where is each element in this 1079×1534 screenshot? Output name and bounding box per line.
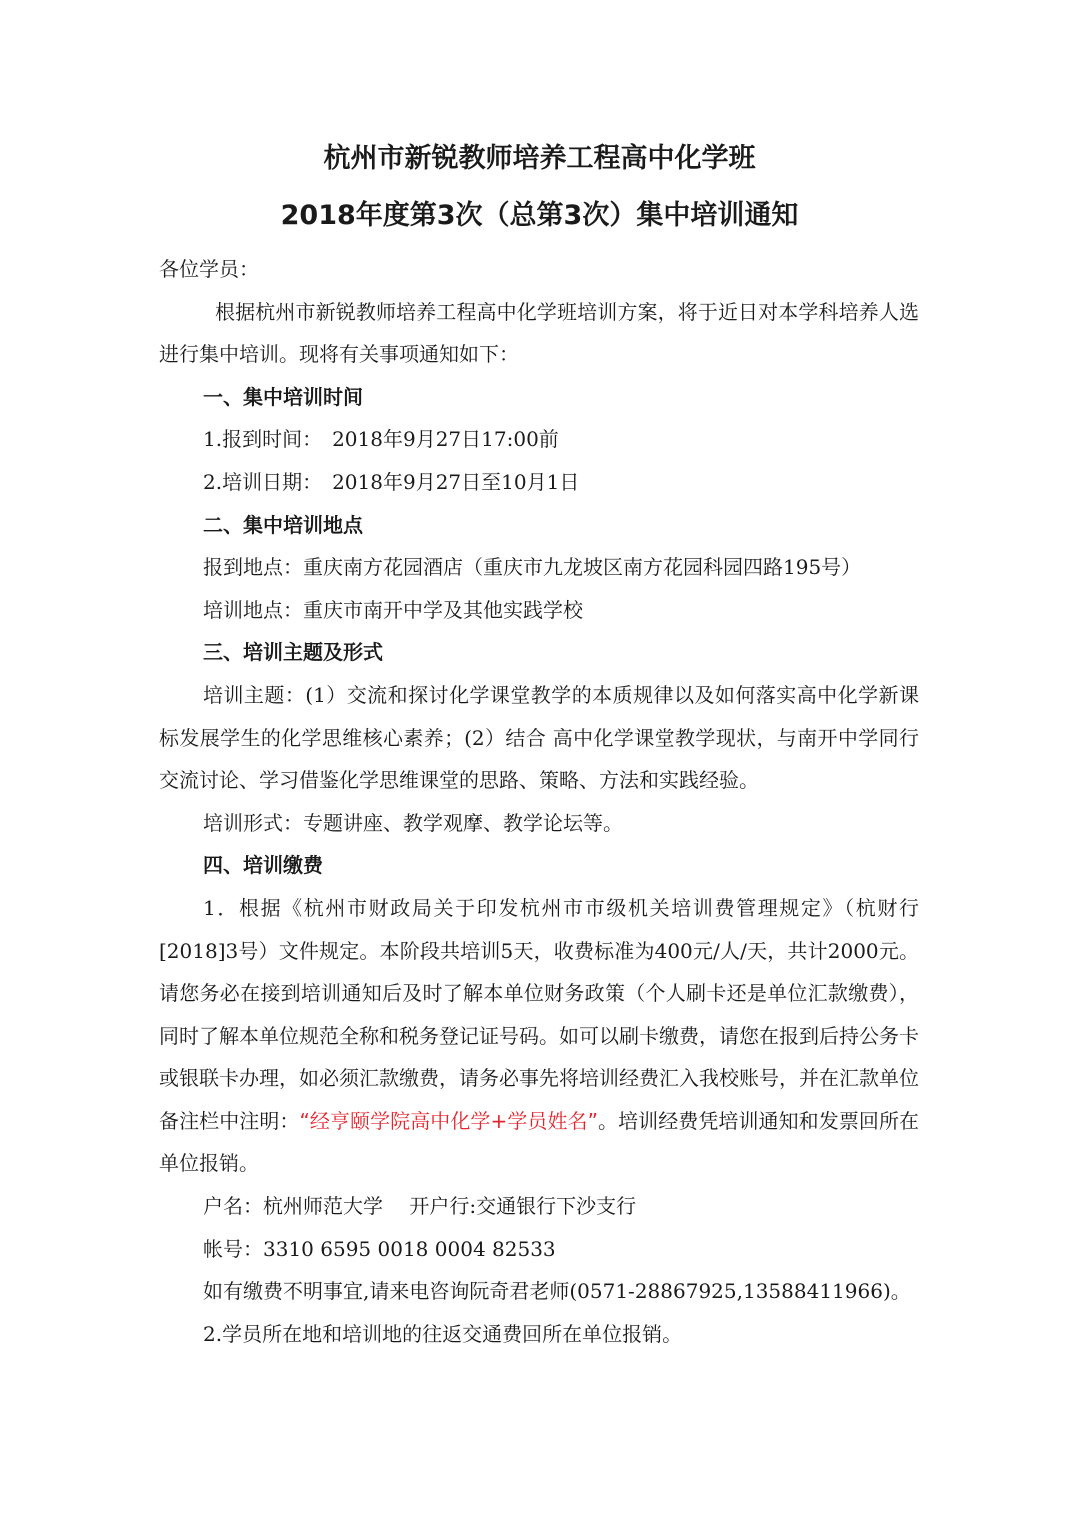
fee-text-end: 。培训经费凭培训通知和发票回所在单位报销。: [159, 1108, 920, 1176]
section-heading-time: 一、集中培训时间: [203, 384, 363, 409]
fee-text: 1．根据《杭州市财政局关于印发杭州市市级机关培训费管理规定》（杭财行[2018]3号）文件规定。本阶段共培训5天，收费标准为400元/人/天，共计2000元。请您务必在接到培训通知后及时了解本单位财务政策（个人刷卡还是单位汇款缴费），同时了解本单位规范全称和税务登记证号码。如可以刷卡缴费，请您在报到后持公务卡或银联卡办理，如必须汇款缴费，请务必事先将培训经费汇入我校账号，并在汇款单位备注栏中注明：: [159, 895, 919, 1133]
document-subtitle: 2018年度第3次（总第3次）集中培训通知: [280, 200, 799, 231]
section-heading-location: 二、集中培训地点: [203, 512, 363, 537]
training-theme: 培训主题：(1）交流和探讨化学课堂教学的本质规律以及如何落实高中化学新课标发展学生的化学思维核心素养；(2）结合 高中化学课堂教学现状，与南开中学同行交流讨论、学习借鉴化学思维课堂的思路、策略、方法和实践经验。: [159, 682, 919, 793]
remark-highlight: “经亨颐学院高中化学+学员姓名”: [299, 1108, 598, 1133]
checkin-location: 报到地点：重庆南方花园酒店（重庆市九龙坡区南方花园科园四路195号）: [203, 555, 862, 580]
fee-contact: 如有缴费不明事宜,请来电咨询阮奇君老师(0571-28867925,13588411966)。: [203, 1279, 911, 1304]
document-body: [159, 248, 919, 1355]
training-form: 培训形式：专题讲座、教学观摩、教学论坛等。: [203, 810, 623, 835]
account-name: 户名：杭州师范大学 开户行:交通银行下沙支行: [203, 1194, 637, 1219]
checkin-time: 1.报到时间： 2018年9月27日17:00前: [203, 427, 559, 452]
document-title: 杭州市新锐教师培养工程高中化学班: [323, 143, 756, 174]
training-dates: 2.培训日期： 2018年9月27日至10月1日: [203, 469, 580, 494]
intro-paragraph: 根据杭州市新锐教师培养工程高中化学班培训方案，将于近日对本学科培养人选进行集中培训。现将有关事项通知如下：: [159, 299, 919, 367]
section-heading-fees: 四、培训缴费: [203, 853, 323, 878]
training-location: 培训地点：重庆市南开中学及其他实践学校: [203, 597, 583, 622]
salutation: 各位学员：: [159, 257, 259, 281]
section-heading-theme: 三、培训主题及形式: [203, 640, 383, 665]
fee-paragraph: [159, 887, 919, 1185]
account-number: 帐号：3310 6595 0018 0004 82533: [203, 1236, 556, 1261]
travel-expense-note: 2.学员所在地和培训地的往返交通费回所在单位报销。: [203, 1321, 683, 1346]
